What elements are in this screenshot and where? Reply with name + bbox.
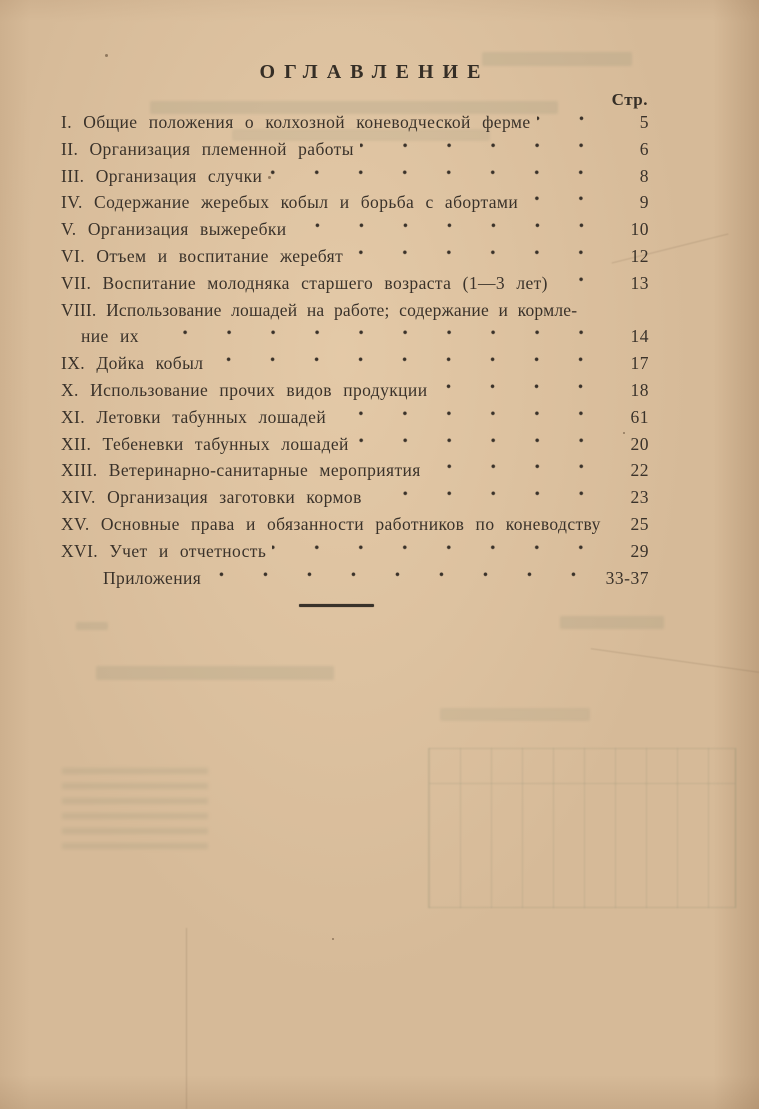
toc-page-number: 23 <box>630 487 649 508</box>
toc-page-number: 17 <box>630 353 649 374</box>
dot-leader <box>145 326 613 353</box>
toc-page-number: 14 <box>630 326 649 347</box>
toc-entry-text: IX. Дойка кобыл <box>61 353 204 374</box>
toc-entry-text: III. Организация случки <box>61 165 263 186</box>
toc-entry <box>61 273 649 300</box>
page-title: ОГЛАВЛЕНИЕ <box>259 61 490 83</box>
dot-leader <box>268 166 613 193</box>
toc-entry-text: XV. Основные права и обязанности работников по коневодству <box>61 513 601 534</box>
paper-crease <box>186 928 187 1109</box>
toc-entry-text: ние их <box>81 326 139 347</box>
dot-leader <box>207 568 605 595</box>
toc-entry-text: XII. Тебеневки табунных лошадей <box>61 433 349 454</box>
toc-page-number: 61 <box>630 406 649 427</box>
dot-leader <box>293 219 613 246</box>
end-divider-rule <box>299 604 374 607</box>
dot-leader <box>349 246 613 273</box>
toc-entry <box>61 219 649 246</box>
dot-leader <box>360 139 613 166</box>
table-of-contents <box>61 112 649 594</box>
toc-page-number: 10 <box>630 219 649 240</box>
toc-entry <box>61 407 649 434</box>
toc-page-number: 8 <box>639 165 649 186</box>
dot-leader <box>537 112 613 139</box>
toc-page-number: 25 <box>630 513 649 534</box>
toc-page-number: 6 <box>639 138 649 159</box>
dot-leader <box>524 192 613 219</box>
toc-entry <box>61 326 649 353</box>
toc-entry-text: XIII. Ветеринарно-санитарные мероприятия <box>61 460 421 481</box>
toc-entry <box>61 514 649 541</box>
paper-speck <box>105 54 108 57</box>
dot-leader <box>554 273 613 300</box>
toc-entry-text: XIV. Организация заготовки кормов <box>61 487 362 508</box>
toc-page-number: 9 <box>639 192 649 213</box>
dot-leader <box>368 487 613 514</box>
toc-entry <box>61 434 649 461</box>
toc-page-number: 18 <box>630 379 649 400</box>
toc-entry-text: VII. Воспитание молодняка старшего возраста (1—3 лет) <box>61 272 548 293</box>
toc-page-number: 33-37 <box>605 567 649 588</box>
toc-entry <box>61 541 649 568</box>
toc-entry <box>61 568 649 595</box>
toc-page-number: 12 <box>630 245 649 266</box>
toc-entry <box>61 166 649 193</box>
dot-leader <box>272 541 613 568</box>
toc-page-number: 20 <box>630 433 649 454</box>
toc-entry <box>61 246 649 273</box>
toc-entry-text: XI. Летовки табунных лошадей <box>61 406 327 427</box>
bleed-through-text <box>76 622 108 630</box>
dot-leader <box>355 434 613 461</box>
toc-entry <box>61 139 649 166</box>
toc-entry <box>61 487 649 514</box>
toc-entry-text: II. Организация племенной работы <box>61 138 354 159</box>
paper-speck <box>332 938 334 940</box>
toc-entry <box>61 112 649 139</box>
toc-entry <box>61 192 649 219</box>
toc-entry <box>61 353 649 380</box>
toc-page-number: 5 <box>639 112 649 132</box>
toc-entry <box>61 300 649 327</box>
toc-page-number: 29 <box>630 540 649 561</box>
toc-entry-text: IV. Содержание жеребых кобыл и борьба с абортами <box>61 192 519 213</box>
toc-entry <box>61 380 649 407</box>
toc-page-number: 13 <box>630 272 649 293</box>
toc-entry-text: VIII. Использование лошадей на работе; содержание и кормле- <box>61 299 578 320</box>
toc-entry-text: X. Использование прочих видов продукции <box>61 379 428 400</box>
bleed-through-text <box>560 616 664 629</box>
toc-page-number: 22 <box>630 460 649 481</box>
toc-entry-text: V. Организация выжеребки <box>61 219 287 240</box>
toc-entry-text: I. Общие положения о колхозной коневодческой ферме <box>61 112 531 132</box>
bleed-through-table <box>428 748 736 908</box>
dot-leader <box>433 380 613 407</box>
dot-leader <box>332 407 613 434</box>
dot-leader <box>583 300 613 327</box>
bleed-through-text-block <box>62 768 208 850</box>
toc-entry-text: VI. Отъем и воспитание жеребят <box>61 245 344 266</box>
dot-leader <box>209 353 613 380</box>
dot-leader <box>427 460 613 487</box>
toc-entry-text: Приложения <box>103 567 202 588</box>
bleed-through-text <box>96 666 334 680</box>
page-column-header: Стр. <box>611 90 648 109</box>
toc-entry <box>61 460 649 487</box>
paper-scratch <box>591 648 759 673</box>
toc-entry-text: XVI. Учет и отчетность <box>61 540 267 561</box>
bleed-through-text <box>440 708 590 721</box>
